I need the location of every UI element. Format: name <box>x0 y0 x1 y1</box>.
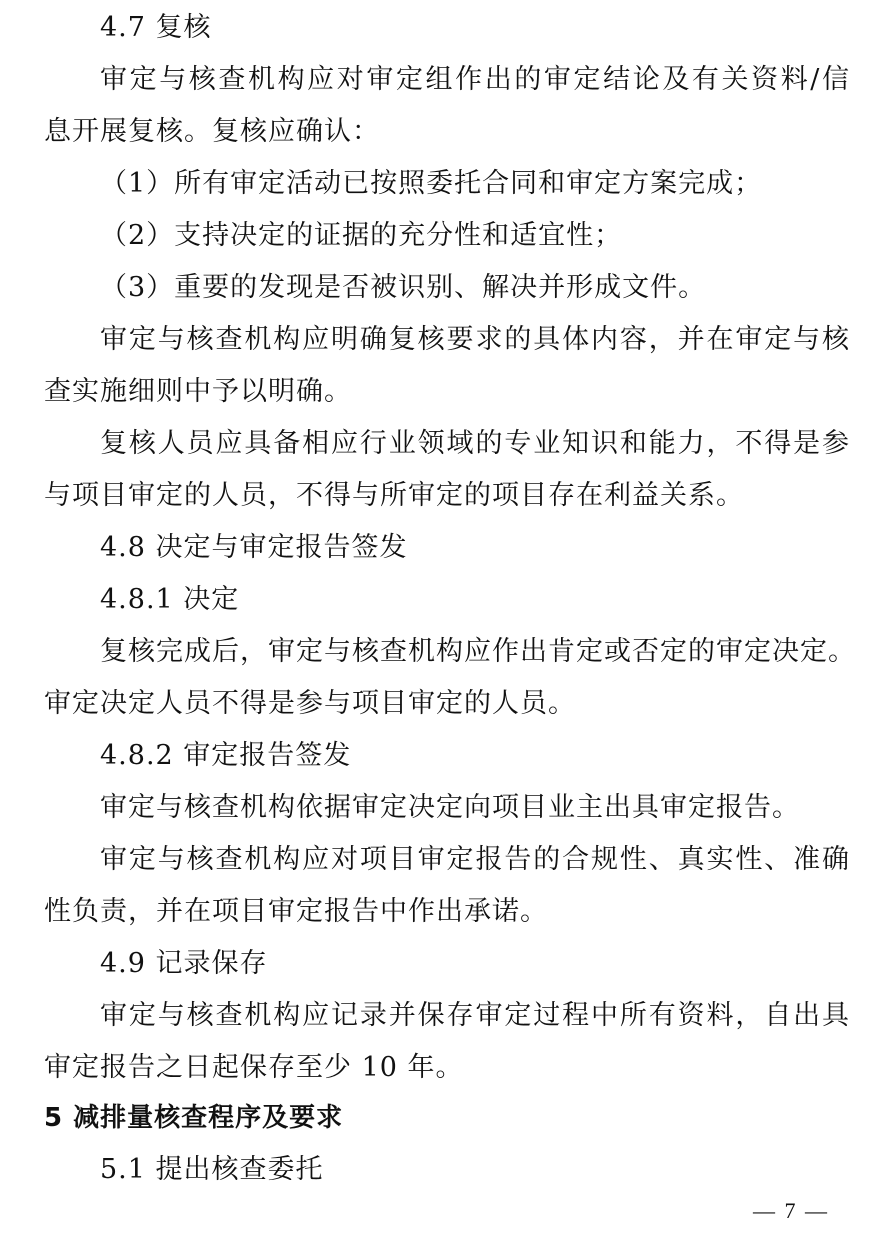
paragraph-line: 复核完成后，审定与核查机构应作出肯定或否定的审定决定。 <box>100 636 856 667</box>
section-heading-4-8-1: 4.8.1 决定 <box>100 584 240 615</box>
section-heading-4-8: 4.8 决定与审定报告签发 <box>100 532 408 563</box>
section-heading-5: 5 减排量核查程序及要求 <box>44 1103 344 1133</box>
paragraph-line: 审定与核查机构依据审定决定向项目业主出具审定报告。 <box>100 792 800 823</box>
paragraph-line: 性负责，并在项目审定报告中作出承诺。 <box>44 896 548 927</box>
paragraph-line: 审定决定人员不得是参与项目审定的人员。 <box>44 688 576 719</box>
paragraph-line: 审定与核查机构应记录并保存审定过程中所有资料，自出具 <box>100 1000 850 1031</box>
section-heading-5-1: 5.1 提出核查委托 <box>100 1154 324 1185</box>
section-heading-4-8-2: 4.8.2 审定报告签发 <box>100 740 352 771</box>
list-item: （3）重要的发现是否被识别、解决并形成文件。 <box>100 272 707 303</box>
section-heading-4-7: 4.7 复核 <box>100 12 212 43</box>
paragraph-line: 息开展复核。复核应确认： <box>44 116 380 147</box>
paragraph-line: 审定与核查机构应对审定组作出的审定结论及有关资料/信 <box>100 64 850 95</box>
paragraph-line: 与项目审定的人员，不得与所审定的项目存在利益关系。 <box>44 480 744 511</box>
paragraph-line: 审定与核查机构应明确复核要求的具体内容，并在审定与核 <box>100 324 850 355</box>
page-number: — 7 — <box>753 1198 829 1223</box>
paragraph-line: 复核人员应具备相应行业领域的专业知识和能力，不得是参 <box>100 428 850 459</box>
paragraph-line: 查实施细则中予以明确。 <box>44 376 352 407</box>
paragraph-line: 审定与核查机构应对项目审定报告的合规性、真实性、准确 <box>100 844 850 875</box>
paragraph-line: 审定报告之日起保存至少 10 年。 <box>44 1052 464 1083</box>
list-item: （1）所有审定活动已按照委托合同和审定方案完成； <box>100 168 763 199</box>
list-item: （2）支持决定的证据的充分性和适宜性； <box>100 220 623 251</box>
section-heading-4-9: 4.9 记录保存 <box>100 948 268 979</box>
